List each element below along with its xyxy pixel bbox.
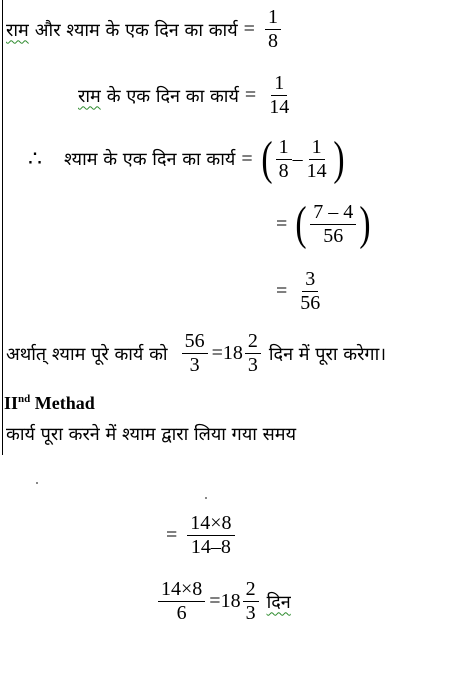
heading-word: Methad xyxy=(34,393,95,413)
fraction-56-3 xyxy=(182,330,208,377)
fraction-14x8-over-6 xyxy=(158,578,205,625)
equals-sign: = xyxy=(209,590,221,612)
whole-part: 18 xyxy=(222,342,243,364)
denominator: 8 xyxy=(278,159,289,182)
whole-part: 18 xyxy=(220,590,241,612)
equation-line-4 xyxy=(270,197,373,250)
equation-line-3 xyxy=(28,132,347,185)
fraction-1-8 xyxy=(265,6,281,53)
denominator: 3 xyxy=(245,602,256,624)
numerator: 1 xyxy=(276,136,292,160)
equals-sign: = xyxy=(276,212,288,235)
left-margin-line xyxy=(2,0,3,455)
fraction-1-14 xyxy=(304,136,330,183)
fraction-7-4-56 xyxy=(310,201,356,248)
method-heading xyxy=(4,393,95,414)
speck-dot xyxy=(205,497,207,499)
method-text: कार्य पूरा करने में श्याम द्वारा लिया गया समय xyxy=(6,424,297,445)
line2-lhs: के एक दिन का कार्य xyxy=(106,85,239,107)
denominator: 56 xyxy=(323,224,344,247)
numerator: 2 xyxy=(243,578,259,602)
numerator: 14×8 xyxy=(158,578,205,602)
denominator: 14–8 xyxy=(190,536,231,558)
equals-sign: = xyxy=(243,18,255,40)
numerator: 1 xyxy=(271,72,287,96)
conclusion-text-end: दिन में पूरा करेगा। xyxy=(268,343,387,365)
denominator: 14 xyxy=(269,96,290,118)
method-description xyxy=(6,422,296,446)
numerator: 7 – 4 xyxy=(310,201,356,225)
numerator: 2 xyxy=(245,330,261,354)
mixed-number xyxy=(221,578,261,625)
denominator: 56 xyxy=(300,292,321,314)
fraction-1-8 xyxy=(276,136,292,183)
equals-sign: = xyxy=(241,147,253,170)
numerator: 1 xyxy=(265,6,281,30)
equation-line-5 xyxy=(270,268,327,315)
line3-lhs: श्याम के एक दिन का कार्य xyxy=(64,149,236,170)
denominator: 14 xyxy=(306,159,327,182)
ram-word: राम xyxy=(78,85,101,107)
fraction-14x8-over-14-8 xyxy=(187,512,234,559)
equation-line-8 xyxy=(160,512,239,559)
fraction-2-3 xyxy=(245,330,261,377)
unit-days: दिन xyxy=(266,591,291,613)
heading-roman: II xyxy=(4,393,19,413)
right-paren: ) xyxy=(333,132,345,185)
equation-line-9 xyxy=(154,578,291,625)
minus-sign: – xyxy=(292,147,303,170)
right-paren: ) xyxy=(359,197,371,250)
numerator: 14×8 xyxy=(187,512,234,536)
equation-line-2 xyxy=(78,72,296,119)
heading-superscript: nd xyxy=(18,393,31,405)
left-paren: ( xyxy=(261,132,273,185)
numerator: 56 xyxy=(182,330,208,354)
line1-lhs: और श्याम के एक दिन का कार्य xyxy=(34,19,238,41)
ram-word: राम xyxy=(6,19,29,41)
left-paren: ( xyxy=(295,197,307,250)
equation-line-1 xyxy=(6,6,285,53)
denominator: 3 xyxy=(247,354,258,376)
equals-sign: = xyxy=(276,280,288,302)
conclusion-line xyxy=(6,330,386,377)
speck-dot xyxy=(36,482,38,484)
fraction-3-56 xyxy=(297,268,323,315)
equals-sign: = xyxy=(211,342,223,364)
fraction-1-14 xyxy=(266,72,292,119)
mixed-number xyxy=(223,330,263,377)
numerator: 1 xyxy=(309,136,325,160)
denominator: 6 xyxy=(176,602,187,624)
conclusion-text-start: अर्थात् श्याम पूरे कार्य को xyxy=(6,343,168,365)
numerator: 3 xyxy=(302,268,318,292)
equals-sign: = xyxy=(244,84,257,106)
denominator: 8 xyxy=(267,30,278,52)
fraction-2-3 xyxy=(243,578,259,625)
therefore-symbol: ∴ xyxy=(28,146,42,171)
equals-sign: = xyxy=(166,524,178,546)
denominator: 3 xyxy=(189,354,200,376)
